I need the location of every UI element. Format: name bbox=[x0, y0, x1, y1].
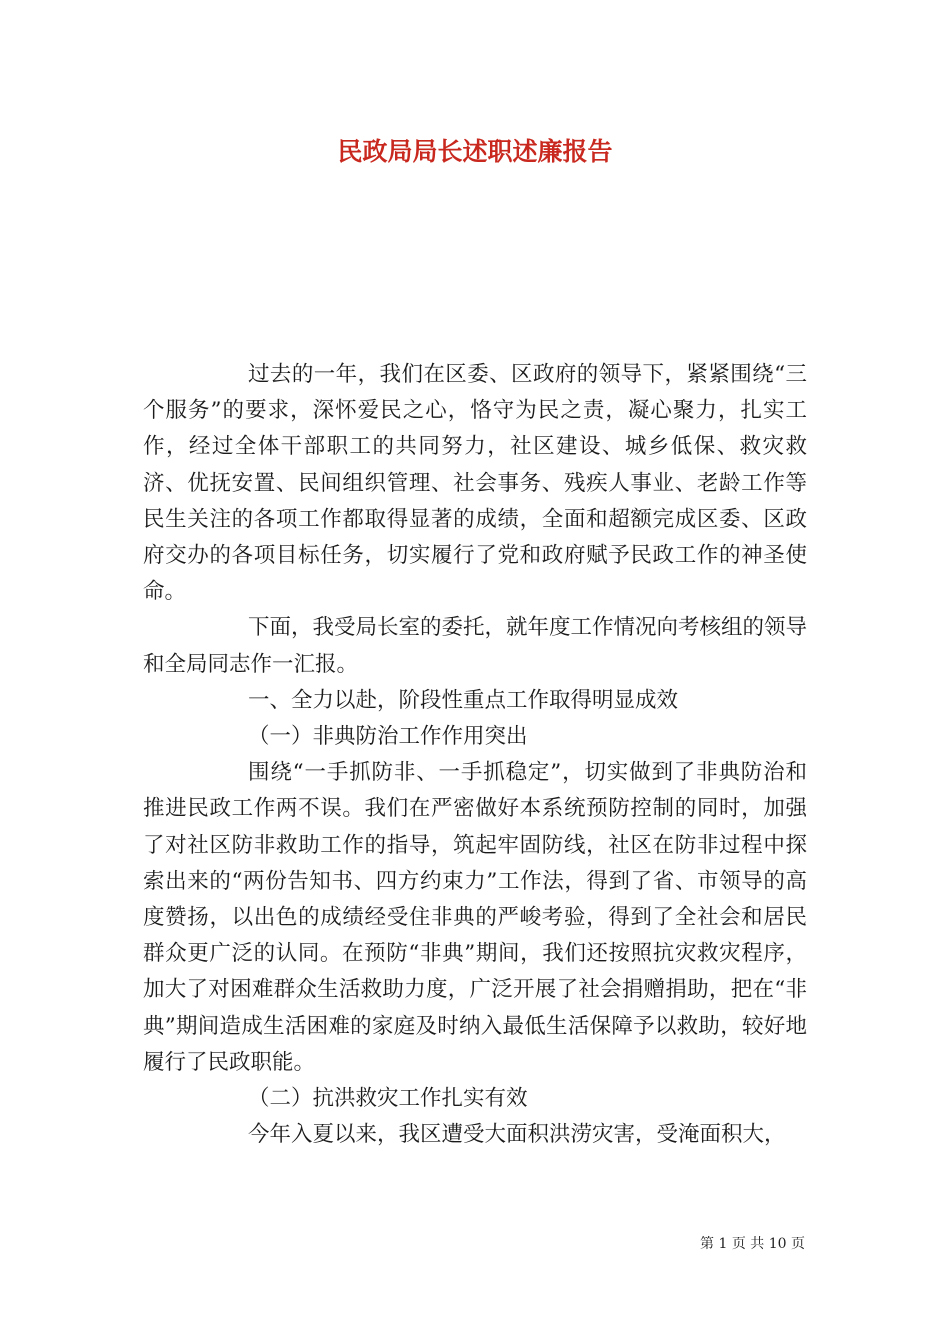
section-heading: 一、全力以赴，阶段性重点工作取得明显成效 bbox=[248, 687, 679, 713]
document-body bbox=[143, 357, 807, 1153]
body-paragraph: 过去的一年，我们在区委、区政府的领导下，紧紧围绕“三个服务”的要求，深怀爱民之心，恪守为民之责，凝心聚力，扎实工作，经过全体干部职工的共同努力，社区建设、城乡低保、救灾救济、优抚安置、民间组织管理、社会事务、残疾人事业、老龄工作等民生关注的各项工作都取得显著的成绩，全面和超额完成区委、区政府交办的各项目标任务，切实履行了党和政府赋予民政工作的神圣使命。 bbox=[143, 362, 807, 605]
subsection-heading: （一）非典防治工作作用突出 bbox=[248, 724, 528, 750]
body-paragraph: 今年入夏以来，我区遭受大面积洪涝灾害，受淹面积大， bbox=[248, 1122, 786, 1148]
body-paragraph: 围绕“一手抓防非、一手抓稳定”，切实做到了非典防治和推进民政工作两不误。我们在严密做好本系统预防控制的同时，加强了对社区防非救助工作的指导，筑起牢固防线，社区在防非过程中探索出来的“两份告知书、四方约束力”工作法，得到了省、市领导的高度赞扬，以出色的成绩经受住非典的严峻考验，得到了全社会和居民群众更广泛的认同。在预防“非典”期间，我们还按照抗灾救灾程序，加大了对困难群众生活救助力度，广泛开展了社会捐赠捐助，把在“非典”期间造成生活困难的家庭及时纳入最低生活保障予以救助，较好地履行了民政职能。 bbox=[143, 760, 807, 1075]
document-title: 民政局局长述职述廉报告 bbox=[337, 137, 613, 166]
page-number-footer: 第 1 页 共 10 页 bbox=[700, 1236, 805, 1252]
subsection-heading: （二）抗洪救灾工作扎实有效 bbox=[248, 1086, 528, 1112]
body-paragraph: 下面，我受局长室的委托，就年度工作情况向考核组的领导和全局同志作一汇报。 bbox=[143, 615, 808, 677]
